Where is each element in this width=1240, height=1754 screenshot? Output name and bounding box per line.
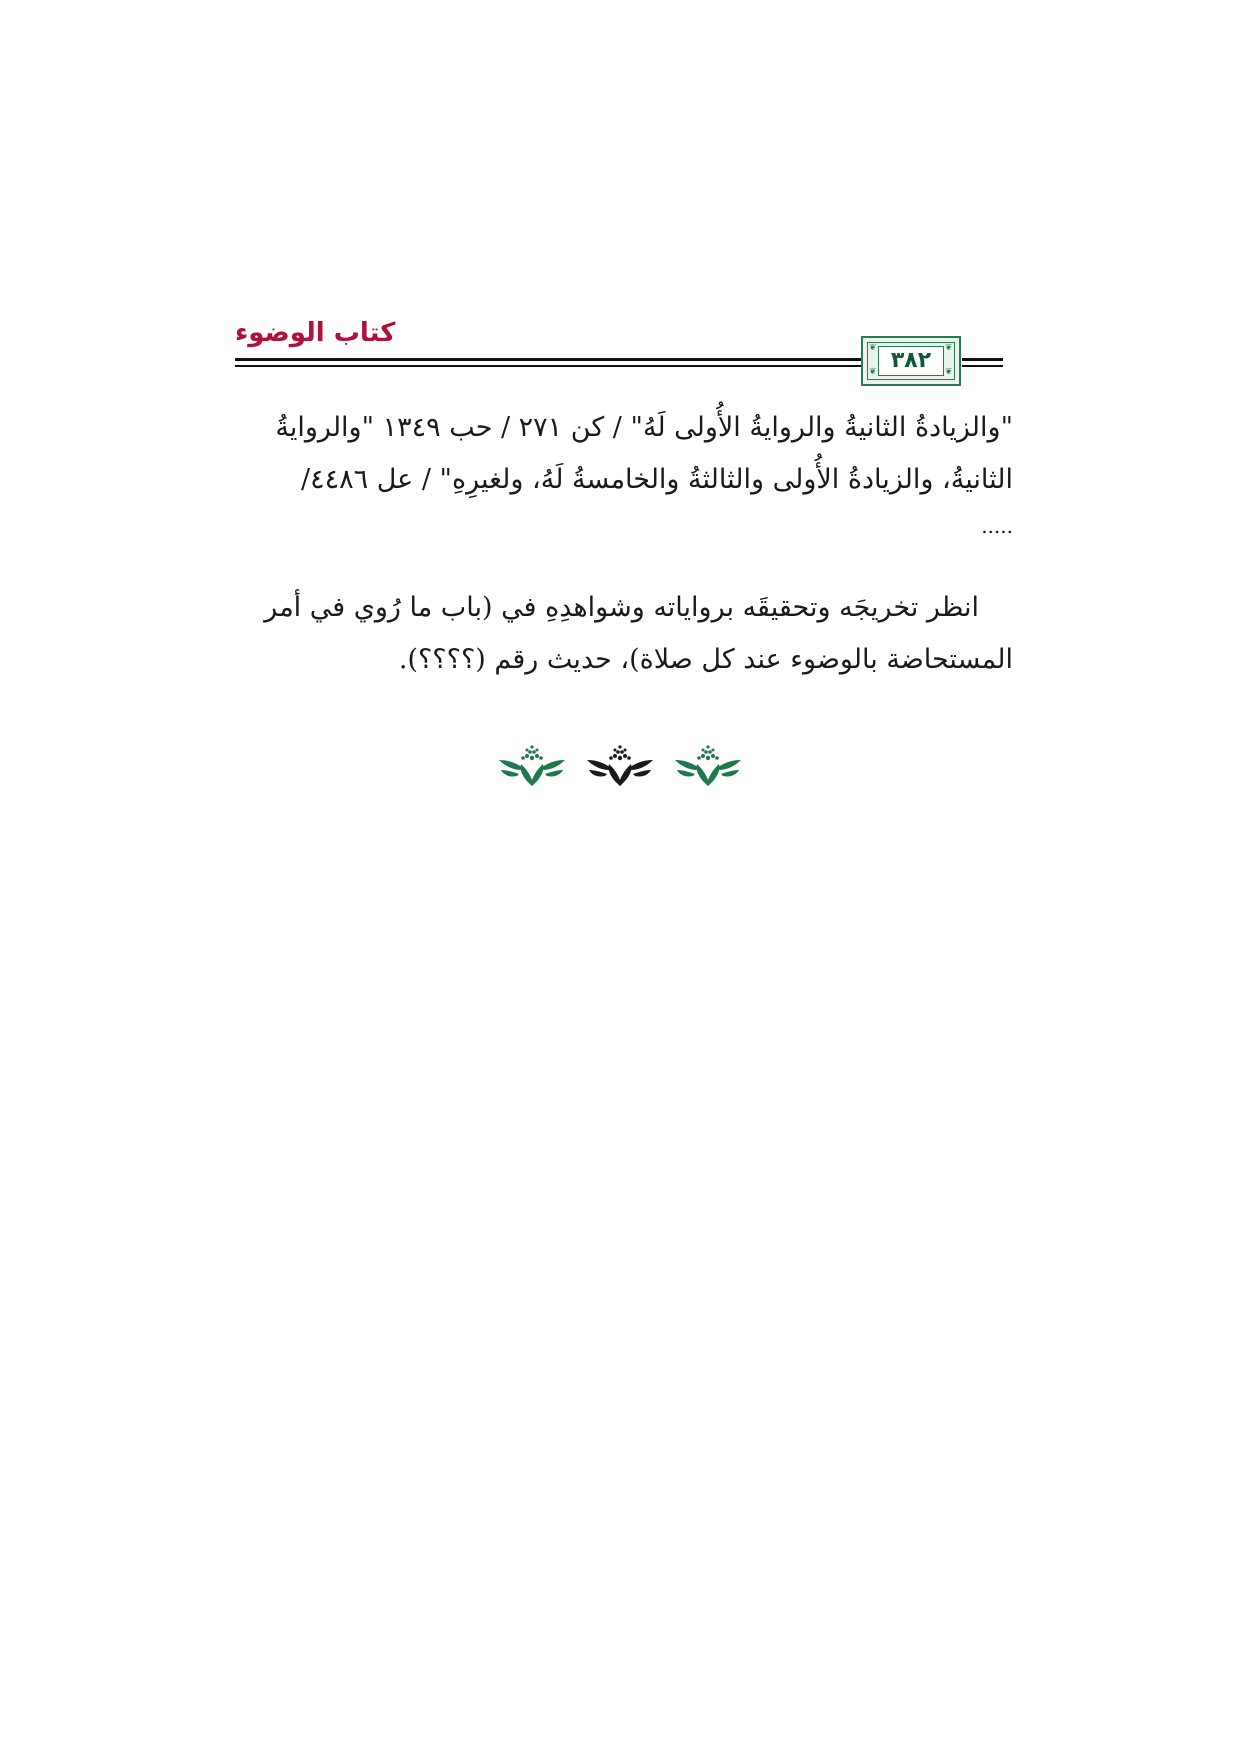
corner-ornament-icon: ❦ <box>945 343 953 353</box>
lotus-shape <box>587 745 653 786</box>
page-number-frame <box>861 336 961 386</box>
paragraph-line: الثانيةُ، والزيادةُ الأُولى والثالثةُ والخامسةُ لَهُ، ولغيرِهِ" / عل ٤٤٨٦/ <box>301 464 1013 495</box>
lotus-flower-icon <box>585 740 655 800</box>
chapter-title: كتاب الوضوء <box>235 318 396 348</box>
paragraph-line: انظر تخريجَه وتحقيقَه برواياته وشواهدِهِ في (باب ما رُوي في أمر <box>264 592 979 623</box>
page-number: ٣٨٢ <box>878 346 944 376</box>
paragraph-line: المستحاضة بالوضوء عند كل صلاة)، حديث رقم (؟؟؟؟). <box>398 644 1013 675</box>
lotus-flower-icon <box>673 740 743 800</box>
lotus-flower-icon <box>497 740 567 800</box>
corner-ornament-icon: ❦ <box>869 367 877 377</box>
paragraph-line: ..... <box>981 514 1013 538</box>
paragraph-2 <box>233 582 1013 686</box>
paragraph-line: "والزيادةُ الثانيةُ والروايةُ الأُولى لَهُ" / كن ٢٧١ / حب ١٣٤٩ "والروايةُ <box>275 412 1013 443</box>
lotus-shape <box>499 745 565 786</box>
section-end-ornament <box>0 740 1240 800</box>
corner-ornament-icon: ❦ <box>945 367 953 377</box>
paragraph-1 <box>233 402 1013 546</box>
header-rule-tail <box>962 358 1003 367</box>
page-header <box>235 318 1015 388</box>
corner-ornament-icon: ❦ <box>869 343 877 353</box>
lotus-shape <box>675 745 741 786</box>
header-rule <box>235 358 861 367</box>
